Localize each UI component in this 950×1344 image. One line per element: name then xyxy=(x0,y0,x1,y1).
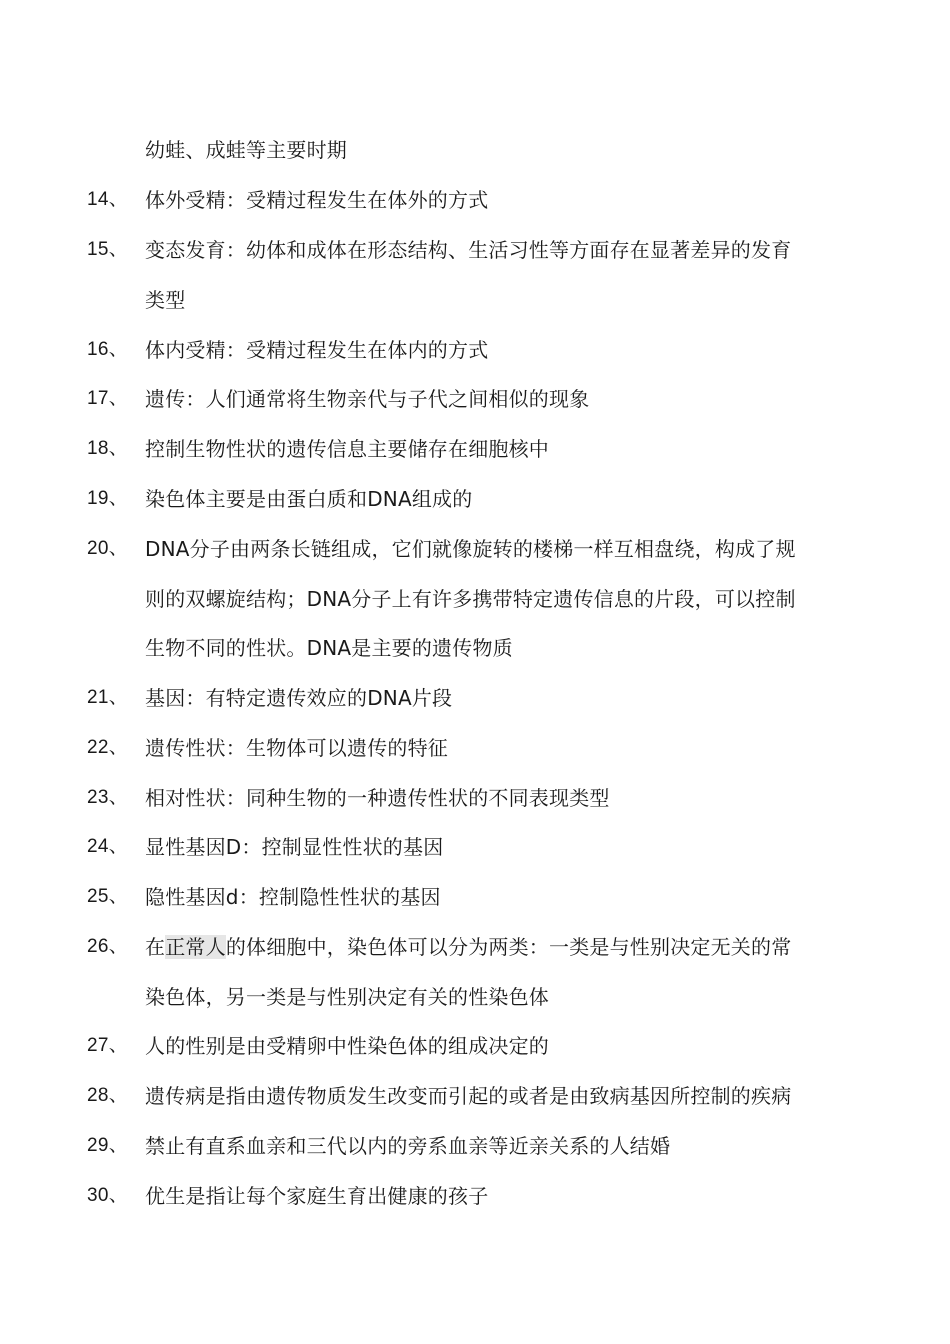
list-item xyxy=(0,783,950,813)
item-number: 16、 xyxy=(87,339,129,360)
list-item xyxy=(0,335,950,365)
list-item xyxy=(0,235,950,265)
item-number: 24、 xyxy=(87,836,129,857)
item-text: 显性基因D：控制显性性状的基因 xyxy=(145,835,444,859)
highlighted-text: 正常人 xyxy=(165,935,226,959)
list-item xyxy=(0,434,950,464)
list-item xyxy=(0,633,950,663)
item-text: 染色体主要是由蛋白质和DNA组成的 xyxy=(145,487,473,511)
list-item xyxy=(0,1081,950,1111)
list-item xyxy=(0,584,950,614)
list-item xyxy=(0,982,950,1012)
item-text: 体外受精：受精过程发生在体外的方式 xyxy=(145,188,489,212)
list-item xyxy=(0,733,950,763)
item-number: 14、 xyxy=(87,189,129,210)
item-text: 幼蛙、成蛙等主要时期 xyxy=(145,138,347,162)
item-number: 28、 xyxy=(87,1085,129,1106)
item-number: 25、 xyxy=(87,886,129,907)
item-text: 遗传性状：生物体可以遗传的特征 xyxy=(145,736,448,760)
item-number: 15、 xyxy=(87,239,129,260)
item-text: 基因：有特定遗传效应的DNA片段 xyxy=(145,686,453,710)
item-text: DNA分子由两条长链组成，它们就像旋转的楼梯一样互相盘绕，构成了规 xyxy=(145,537,796,561)
list-item xyxy=(0,384,950,414)
item-text: 体内受精：受精过程发生在体内的方式 xyxy=(145,338,489,362)
item-text: 遗传病是指由遗传物质发生改变而引起的或者是由致病基因所控制的疾病 xyxy=(145,1084,792,1108)
item-text: 优生是指让每个家庭生育出健康的孩子 xyxy=(145,1184,489,1208)
item-text: 遗传：人们通常将生物亲代与子代之间相似的现象 xyxy=(145,387,590,411)
item-text: 则的双螺旋结构；DNA分子上有许多携带特定遗传信息的片段，可以控制 xyxy=(145,587,796,611)
item-text-pre: 在 xyxy=(145,935,166,959)
item-number: 27、 xyxy=(87,1035,129,1056)
list-item xyxy=(0,484,950,514)
item-number: 19、 xyxy=(87,488,129,509)
item-text xyxy=(145,932,791,962)
item-number: 26、 xyxy=(87,936,129,957)
item-number: 22、 xyxy=(87,737,129,758)
item-text-post: 的体细胞中，染色体可以分为两类：一类是与性别决定无关的常 xyxy=(225,935,792,959)
item-number: 20、 xyxy=(87,538,129,559)
list-item xyxy=(0,285,950,315)
list-item xyxy=(0,832,950,862)
item-text: 染色体，另一类是与性别决定有关的性染色体 xyxy=(145,985,549,1009)
item-number: 30、 xyxy=(87,1185,129,1206)
item-number: 21、 xyxy=(87,687,129,708)
list-item xyxy=(0,185,950,215)
item-text: 生物不同的性状。DNA是主要的遗传物质 xyxy=(145,636,513,660)
item-text: 相对性状：同种生物的一种遗传性状的不同表现类型 xyxy=(145,786,610,810)
item-text: 人的性别是由受精卵中性染色体的组成决定的 xyxy=(145,1034,549,1058)
list-item xyxy=(0,534,950,564)
list-item xyxy=(0,135,950,165)
item-text: 隐性基因d：控制隐性性状的基因 xyxy=(145,885,441,909)
item-number: 29、 xyxy=(87,1135,129,1156)
item-number: 17、 xyxy=(87,388,129,409)
list-item xyxy=(0,683,950,713)
item-text: 变态发育：幼体和成体在形态结构、生活习性等方面存在显著差异的发育 xyxy=(145,238,792,262)
item-text: 禁止有直系血亲和三代以内的旁系血亲等近亲关系的人结婚 xyxy=(145,1134,671,1158)
item-number: 23、 xyxy=(87,787,129,808)
list-item xyxy=(0,1031,950,1061)
item-text: 控制生物性状的遗传信息主要储存在细胞核中 xyxy=(145,437,549,461)
item-text: 类型 xyxy=(145,288,186,312)
list-item xyxy=(0,1131,950,1161)
list-item xyxy=(0,882,950,912)
item-number: 18、 xyxy=(87,438,129,459)
list-item xyxy=(0,1181,950,1211)
list-item xyxy=(0,932,950,962)
